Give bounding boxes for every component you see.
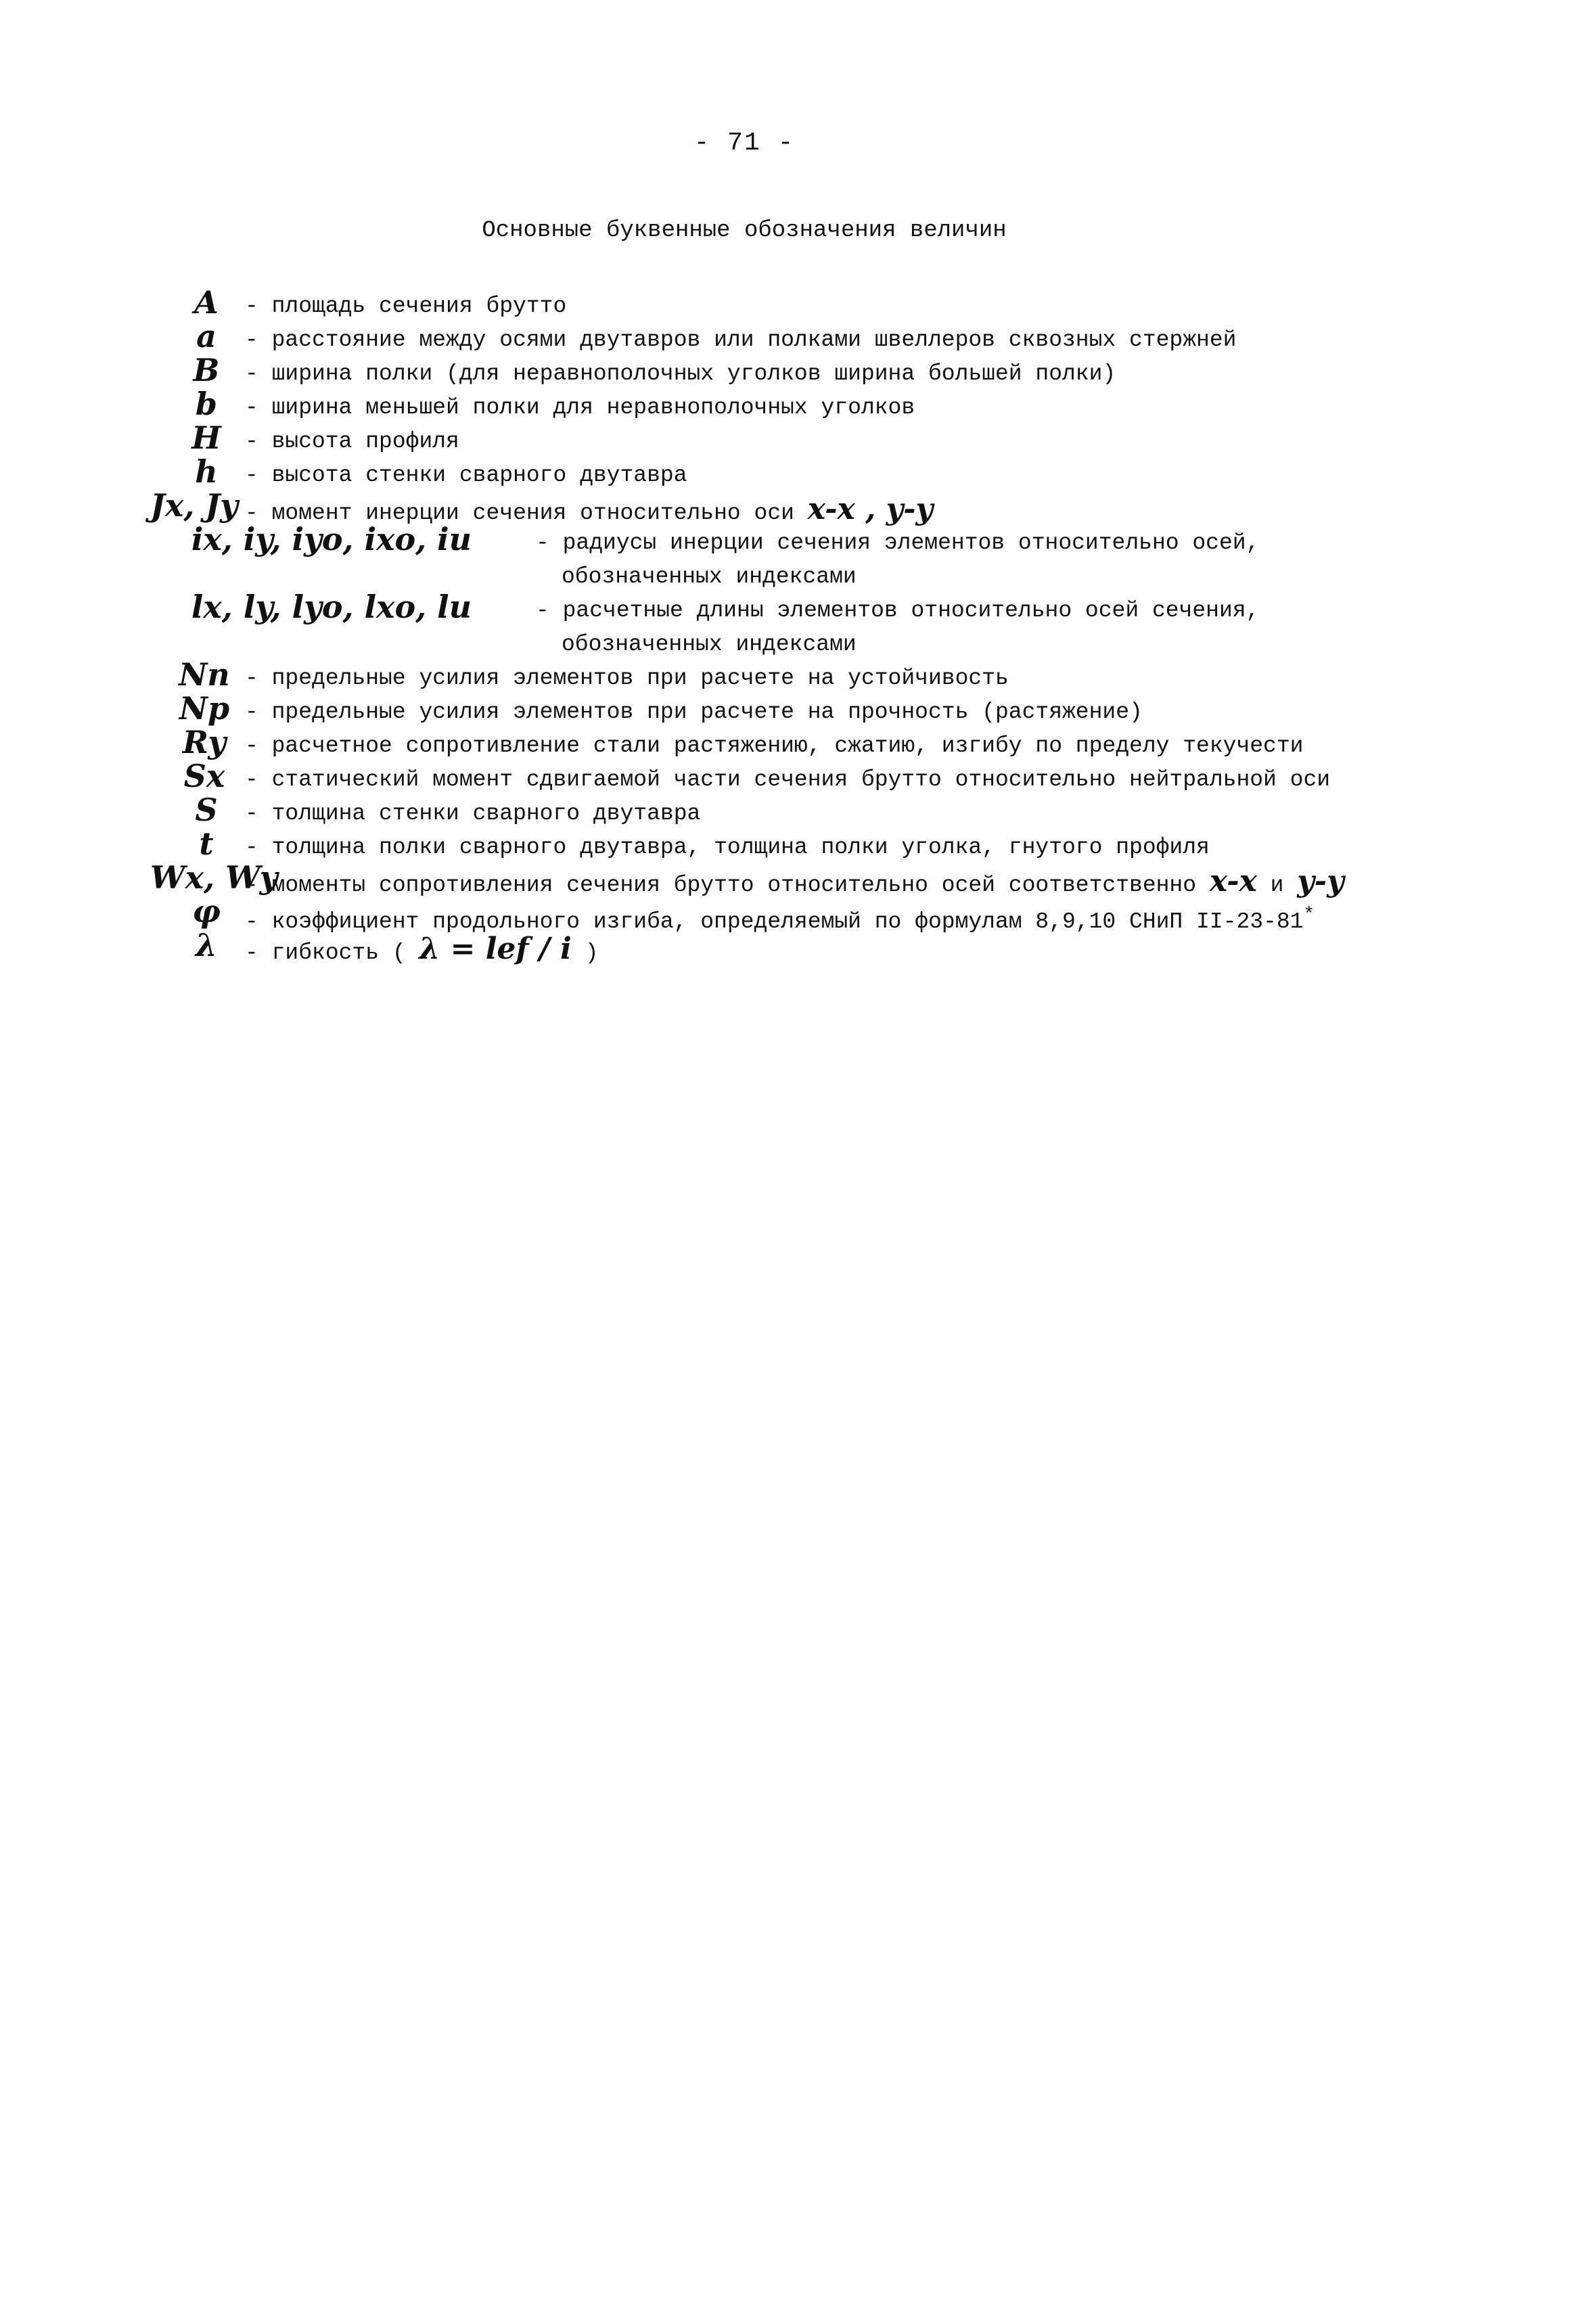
description-axis-distance: - расстояние между осями двутавров или полками швеллеров сквозных стержней	[245, 327, 1237, 352]
description-text: - гибкость (	[245, 940, 406, 965]
symbol-radii-of-gyration: ix, iy, iyo, ixo, iu	[191, 521, 472, 557]
symbol-B: B	[193, 352, 220, 388]
slenderness-formula: λ = lef / i	[419, 932, 572, 966]
symbol-phi: φ	[192, 893, 221, 930]
symbol-Jx-Jy: Jx, Jy	[150, 487, 238, 524]
axes-formula: x-x , y-y	[807, 492, 934, 526]
symbol-t: t	[199, 825, 214, 862]
description-flange-width: - ширина полки (для неравнополочных уголков ширина большей полки)	[245, 361, 1116, 386]
description-section-modulus	[245, 865, 1344, 903]
description-design-resistance: - расчетное сопротивление стали растяжению, сжатию, изгибу по пределу текучести	[245, 733, 1304, 758]
description-web-height: - высота стенки сварного двутавра	[245, 463, 687, 488]
axis-x-formula: x-x	[1209, 864, 1257, 898]
description-stability-force: - предельные усилия элементов при расчете на устойчивость	[245, 666, 1009, 691]
page-number: - 71 -	[693, 129, 795, 158]
description-radius-of-gyration: - радиусы инерции сечения элементов относительно осей,	[536, 530, 1260, 555]
description-web-thickness: - толщина стенки сварного двутавра	[245, 801, 701, 826]
symbol-Nn: Nn	[179, 656, 230, 693]
footnote-mark: *	[1303, 905, 1315, 926]
conjunction: и	[1270, 873, 1284, 898]
symbol-Ry: Ry	[182, 724, 227, 760]
description-smaller-flange: - ширина меньшей полки для неравнополочных уголков	[245, 395, 915, 420]
symbol-a: a	[196, 318, 216, 355]
axis-y-formula: y-y	[1297, 864, 1344, 898]
symbol-Wx-Wy: Wx, Wy	[150, 859, 278, 896]
description-effective-length-continued: обозначенных индексами	[562, 632, 857, 657]
description-area: - площадь сечения брутто	[245, 294, 567, 319]
symbol-b: b	[195, 386, 218, 422]
symbol-H: H	[191, 419, 221, 456]
description-static-moment: - статический момент сдвигаемой части сечения брутто относительно нейтральной оси	[245, 767, 1331, 792]
description-strength-force: - предельные усилия элементов при расчете на прочность (растяжение)	[245, 700, 1143, 725]
description-text: - моменты сопротивления сечения брутто относительно осей соответственно	[245, 873, 1197, 898]
symbol-lambda: λ	[195, 927, 218, 963]
description-slenderness	[245, 932, 599, 970]
description-effective-length: - расчетные длины элементов относительно осей сечения,	[536, 598, 1260, 623]
description-text: - коэффициент продольного изгиба, определяемый по формулам 8,9,10 СНиП II-23-81	[245, 909, 1304, 934]
description-radius-of-gyration-continued: обозначенных индексами	[562, 564, 857, 589]
symbol-A: A	[194, 284, 219, 321]
symbol-S: S	[195, 792, 218, 828]
page-title: Основные буквенные обозначения величин	[482, 218, 1007, 244]
symbol-Np: Np	[179, 690, 230, 727]
description-profile-height: - высота профиля	[245, 429, 459, 454]
description-text: - момент инерции сечения относительно оси	[245, 501, 794, 526]
symbol-Sx: Sx	[183, 758, 225, 794]
description-flange-thickness: - толщина полки сварного двутавра, толщина полки уголка, гнутого профиля	[245, 835, 1210, 860]
closing-paren: )	[585, 940, 599, 965]
symbol-h: h	[195, 453, 218, 490]
symbol-effective-lengths: lx, ly, lyo, lxo, lu	[191, 589, 472, 625]
